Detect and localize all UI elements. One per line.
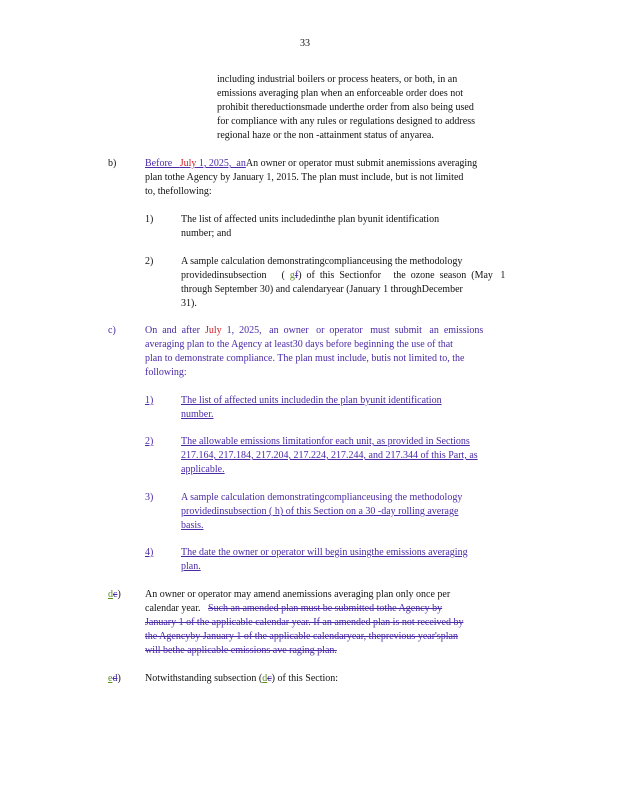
ref-old: c [267, 673, 272, 684]
section-c-item-2 [181, 435, 539, 477]
ref-new: d [262, 673, 268, 684]
label-suffix: ) [117, 673, 121, 684]
label-old: d [112, 673, 118, 684]
red-date: July [204, 325, 222, 336]
item-line: providedinsubsection ( gf) of this Sectionfor the ozone season (May 1 [181, 270, 506, 281]
item-line: plan. [181, 561, 201, 572]
section-b-line-1 [145, 157, 535, 171]
section-b-text [145, 157, 535, 199]
section-d-line-2 [145, 602, 535, 616]
section-b-item-1-label: 1) [145, 214, 154, 225]
red-date: July [179, 158, 197, 169]
intro-line: prohibit thereductionsmade underthe order from also being used [217, 102, 474, 113]
section-c-line: averaging plan to the Agency at least30 days before beginning the use of that [145, 339, 453, 350]
section-c-text [145, 324, 533, 380]
section-b-label: b) [108, 158, 117, 169]
deleted-text: Such an amended plan must be submitted tothe Agency by [208, 603, 443, 614]
section-e-text [145, 672, 338, 686]
section-e-text-before: Notwithstanding subsection ( [145, 673, 263, 684]
section-e-label [108, 672, 121, 686]
item-line: The date the owner or operator will begin usingthe emissions averaging [181, 547, 468, 558]
section-b-line-1-rest: An owner or operator must submit anemissions averaging [245, 158, 478, 169]
inserted-ref: g [289, 270, 295, 281]
section-c-item-3 [181, 491, 519, 533]
intro-line: emissions averaging plan when an enforceable order does not [217, 88, 464, 99]
deleted-line: will bethe applicable emissions ave raging plan. [145, 645, 337, 656]
section-c-item-4-label: 4) [145, 547, 154, 558]
item-line: number; and [181, 228, 232, 239]
section-c-line: plan to demonstrate compliance. The plan must include, butis not limited to, the [145, 353, 465, 364]
item-line: applicable. [181, 464, 225, 475]
section-c-item-4 [181, 546, 531, 574]
intro-line: regional haze or the non -attainment status of anyarea. [217, 130, 434, 141]
section-b-item-2-label: 2) [145, 256, 154, 267]
deleted-line: January 1 of the applicable calendar year. If an amended plan is not received by [145, 617, 464, 628]
section-e-text-after: ) of this Section: [271, 673, 339, 684]
intro-paragraph [217, 73, 527, 143]
item-line: The allowable emissions limitationfor each unit, as provided in Sections [181, 436, 470, 447]
label-old: c [113, 589, 118, 600]
item-line: The list of affected units includedinthe plan byunit identification [181, 214, 440, 225]
section-c-line-1: On and after July 1, 2025, an owner or operator must submit an emissions [145, 325, 484, 336]
section-c-line: following: [145, 367, 187, 378]
section-c-label: c) [108, 325, 116, 336]
item-line: A sample calculation demonstratingcomplianceusing the methodology [181, 256, 463, 267]
label-new: d [108, 589, 113, 600]
inserted-text: Before July 1, 2025, an [145, 158, 246, 169]
section-c-item-1 [181, 394, 503, 422]
section-b-item-2 [181, 255, 523, 311]
item-line: 31). [181, 298, 197, 309]
intro-line: including industrial boilers or process heaters, or both, in an [217, 74, 458, 85]
section-c-item-2-label: 2) [145, 436, 154, 447]
label-suffix: ) [117, 589, 121, 600]
item-line: 217.164, 217.184, 217.204, 217.224, 217.244, and 217.344 of this Part, as [181, 450, 478, 461]
section-d-text [145, 588, 535, 658]
section-b-line-2: plan tothe Agency by January 1, 2015. The plan must include, but is not limited [145, 172, 464, 183]
section-b-line-3: to, thefollowing: [145, 186, 212, 197]
section-c-item-3-label: 3) [145, 492, 154, 503]
section-b-item-1 [181, 213, 511, 241]
section-d-line-2-plain: calendar year. [145, 603, 201, 614]
item-line: through September 30) and calendaryear (January 1 throughDecember [181, 284, 463, 295]
item-line: basis. [181, 520, 204, 531]
item-line: providedinsubsection ( h) of this Section on a 30 -day rolling average [181, 506, 459, 517]
deleted-ref: f [294, 270, 299, 281]
section-d-line-1: An owner or operator may amend anemissions averaging plan only once per [145, 589, 451, 600]
deleted-line: the Agencyby January 1 of the applicable calendaryear, theprevious year'splan [145, 631, 458, 642]
intro-line: for compliance with any rules or regulations designed to address [217, 116, 475, 127]
page-number: 33 [300, 38, 310, 49]
item-line: The list of affected units includedin the plan byunit identification [181, 395, 442, 406]
item-line: number. [181, 409, 214, 420]
section-d-label [108, 588, 121, 602]
item-line: A sample calculation demonstratingcomplianceusing the methodology [181, 492, 463, 503]
section-c-item-1-label: 1) [145, 395, 154, 406]
label-new: e [108, 673, 113, 684]
